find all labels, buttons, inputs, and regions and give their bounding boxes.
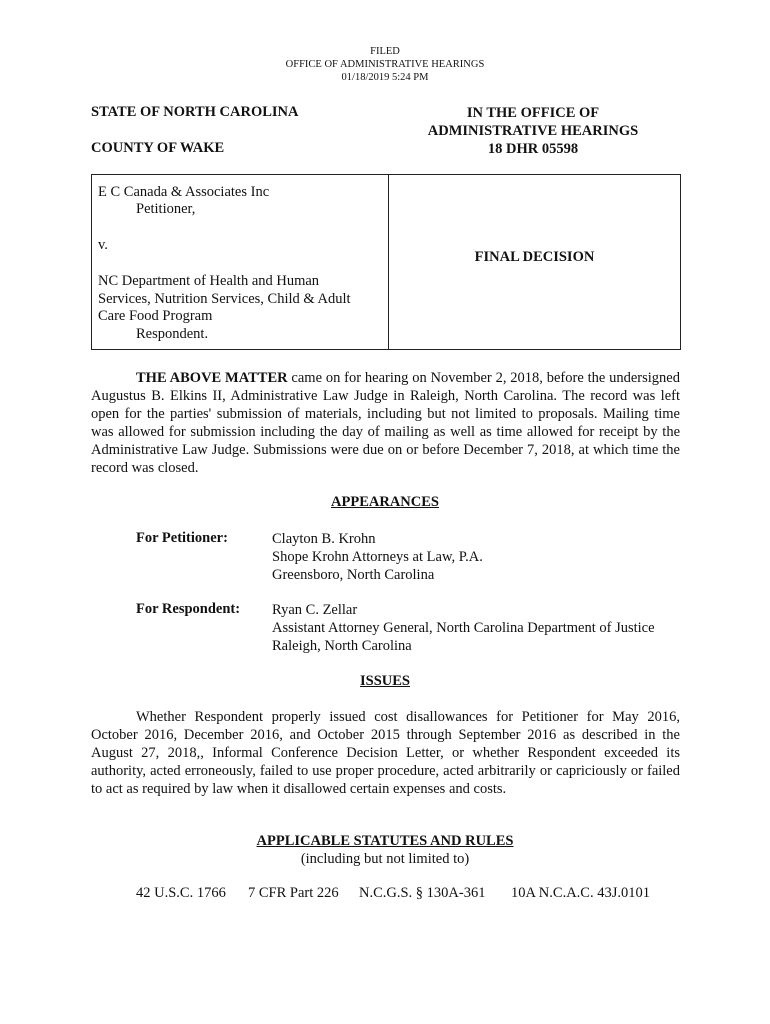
intro-paragraph (91, 369, 680, 477)
filed-label: FILED (370, 46, 400, 57)
filed-timestamp: 01/18/2019 5:24 PM (341, 72, 429, 83)
case-number: 18 DHR 05598 (487, 141, 579, 157)
document-type-cell (389, 175, 680, 349)
petitioner-role: Petitioner, (136, 201, 196, 217)
petitioner-counsel-block (272, 530, 483, 584)
intro-text: came on for hearing on November 2, 2018, before the undersigned Augustus B. Elkins II, Administrative Law Judge in Raleigh, North Carolina. The record was left open for the parties' submission of materials, including but not limited to proposals. Mailing time was allowed for submission including the day of mailing as well as time allowed for receipt by the Administrative Law Judge. Submissions were due on or before December 7, 2018, at which time the record was closed. (91, 370, 680, 476)
statute-item: 42 U.S.C. 1766 (136, 885, 226, 901)
county-heading: COUNTY OF WAKE (91, 140, 225, 156)
respondent-name-line3: Care Food Program (98, 308, 213, 324)
state-heading: STATE OF NORTH CAROLINA (91, 104, 299, 120)
issues-paragraph (91, 708, 680, 798)
petitioner-counsel-firm: Shope Krohn Attorneys at Law, P.A. (272, 549, 483, 565)
petitioner-counsel-city: Greensboro, North Carolina (272, 567, 435, 583)
statute-item: 10A N.C.A.C. 43J.0101 (511, 885, 650, 901)
respondent-counsel-name: Ryan C. Zellar (272, 602, 358, 618)
case-caption-box (91, 174, 681, 350)
statutes-subheading: (including but not limited to) (300, 851, 470, 867)
parties-cell (92, 175, 389, 349)
appearances-heading: APPEARANCES (331, 494, 439, 510)
intro-lead: THE ABOVE MATTER (136, 370, 288, 386)
respondent-name-line2: Services, Nutrition Services, Child & Adult (98, 291, 351, 307)
respondent-counsel-title: Assistant Attorney General, North Carolina Department of Justice (272, 620, 655, 636)
issues-heading: ISSUES (360, 673, 410, 689)
statute-item: N.C.G.S. § 130A-361 (359, 885, 486, 901)
respondent-role: Respondent. (136, 326, 209, 342)
office-heading-line2: ADMINISTRATIVE HEARINGS (427, 123, 639, 139)
document-type-title: FINAL DECISION (474, 249, 595, 265)
petitioner-name: E C Canada & Associates Inc (98, 184, 270, 200)
versus-label: v. (98, 237, 108, 253)
petitioner-counsel-label: For Petitioner: (136, 530, 228, 546)
respondent-counsel-city: Raleigh, North Carolina (272, 638, 412, 654)
statutes-heading: APPLICABLE STATUTES AND RULES (256, 833, 514, 849)
filed-office: OFFICE OF ADMINISTRATIVE HEARINGS (285, 59, 485, 70)
statute-item: 7 CFR Part 226 (248, 885, 339, 901)
respondent-counsel-label: For Respondent: (136, 601, 241, 617)
issues-text: Whether Respondent properly issued cost disallowances for Petitioner for May 2016, October 2016, December 2016, and October 2015 through September 2016 as described in the August 27, 2018,, Informal Conference Decision Letter, or whether Respondent exceeded its authority, acted erroneously, failed to use proper procedure, acted arbitrarily or capriciously or failed to act as required by law when it disallowed certain expenses and costs. (91, 709, 680, 797)
petitioner-counsel-name: Clayton B. Krohn (272, 531, 376, 547)
respondent-counsel-block (272, 601, 655, 655)
filed-stamp (0, 45, 770, 84)
respondent-name-line1: NC Department of Health and Human (98, 273, 320, 289)
office-heading-line1: IN THE OFFICE OF (466, 105, 600, 121)
court-block (417, 104, 649, 158)
